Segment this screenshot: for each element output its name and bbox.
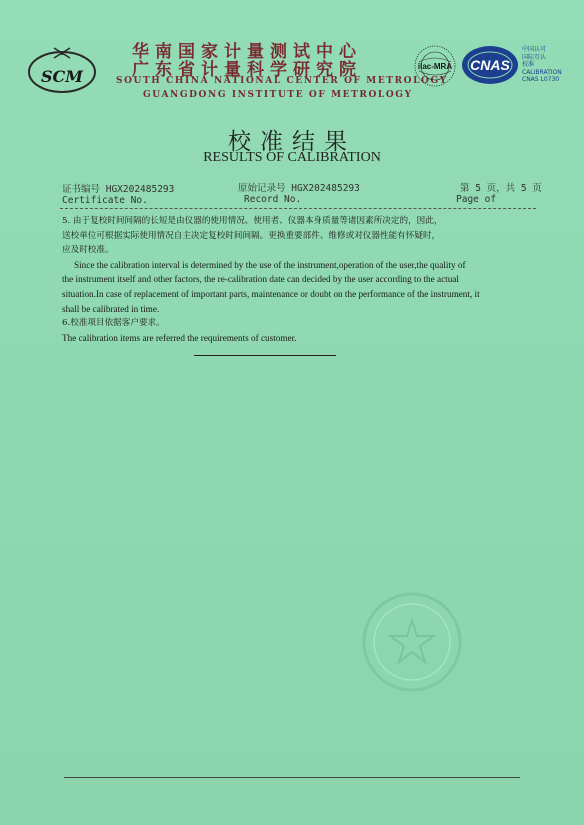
institute-cn-name-line2: 广东省计量科学研究院 [132,60,362,80]
cnas-label: CNAS [470,57,510,73]
ilac-label: ilac-MRA [417,62,453,71]
paragraph-line: 送校单位可根据实际使用情况自主决定复校时间间隔。更换重要部件、维修或对仪器性能有怀疑时， [62,230,441,241]
ilac-mra-logo-icon [410,44,460,88]
paragraph-line: situation.In case of replacement of important parts, maintenance or doubt on the performance of the instrument, it [62,288,480,299]
header-divider [60,208,536,209]
embossed-seal-icon [360,590,464,694]
institute-en-name-line1: SOUTH CHINA NATIONAL CENTER OF METROLOGY [116,76,448,86]
results-title-en: RESULTS OF CALIBRATION [203,150,381,165]
results-body [62,214,532,345]
scm-logo-text: SCM [41,67,83,86]
cnas-caption-line: 中国认可 [522,46,547,53]
results-title-cn: 校准结果 [228,129,356,155]
end-of-content-rule [194,355,336,356]
record-number-cn: 原始记录号 HGX202485293 [238,183,360,194]
cnas-logo-icon [460,44,520,86]
institute-cn-name-line1: 华南国家计量测试中心 [132,42,362,62]
institute-en-name-line2: GUANGDONG INSTITUTE OF METROLOGY [143,90,413,100]
paragraph-line: 6.校准项目依据客户要求。 [62,318,165,329]
cnas-caption [522,46,582,84]
cnas-caption-line: 校准 [522,61,535,69]
paragraph-line: 5. 由于复校时间间隔的长短是由仪器的使用情况、使用者、仪器本身质量等诸因素所决定的，因此， [62,216,443,226]
paragraph-line: The calibration items are referred the requirements of customer. [62,332,297,343]
footer-divider [64,777,520,778]
paragraph-line: shall be calibrated in time. [62,303,160,314]
certificate-number-en: Certificate No. [62,195,148,206]
scm-logo-icon [26,44,98,96]
paragraph-line: the instrument itself and other factors, the re-calibration date can decided by the user according to the actual [62,274,459,285]
paragraph-line: 应及时校准。 [62,245,114,256]
cnas-caption-line: 国际互认 [522,53,547,61]
page-indicator-en: Page of [456,194,497,205]
cnas-caption-line: CNAS L0730 [522,76,560,84]
paragraph-line: Since the calibration interval is determined by the use of the instrument,operation of the user,the quality of [74,259,466,270]
record-number-en: Record No. [244,194,302,205]
page-indicator-cn: 第 5 页，共 5 页 [460,183,542,194]
certificate-number-cn: 证书编号 HGX202485293 [62,184,175,195]
cnas-caption-line: CALIBRATION [522,68,562,76]
